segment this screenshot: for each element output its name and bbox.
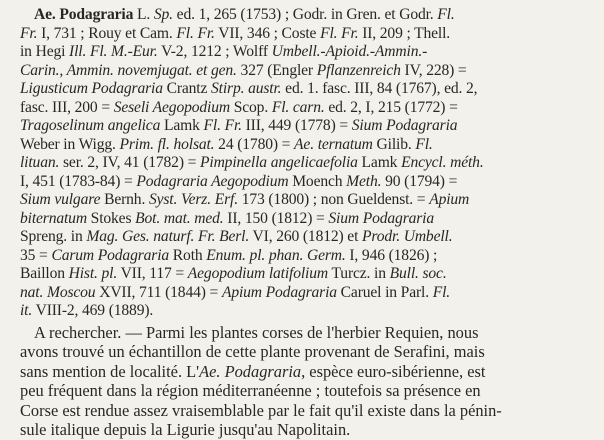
italic-text: Carin., Ammin. novemjugat. et gen. — [20, 61, 237, 79]
text-segment: Corse est rendue assez vraisemblable par le fait qu'il existe dans la pénin- — [20, 400, 502, 420]
italic-text: Hist. pl. — [68, 265, 118, 282]
text-segment: II, 209 ; Thell. — [358, 24, 451, 42]
italic-text: Fl. — [437, 6, 455, 23]
text-segment: 35 = — [20, 246, 52, 264]
synonymy-line — [20, 284, 590, 303]
text-segment: , espèce euro-sibérienne, est — [301, 361, 486, 381]
italic-text: Fl. — [432, 283, 451, 301]
italic-text: Sium Podagraria — [351, 117, 458, 134]
text-segment: VII, 346 ; Coste — [214, 24, 321, 42]
italic-text: Syst. Verz. Erf. — [148, 191, 238, 208]
text-segment: avons trouvé un échantillon de cette plante provenant de Serafini, mais — [20, 342, 485, 361]
italic-text: Meth. — [346, 172, 382, 190]
synonymy-line — [20, 25, 590, 44]
italic-text: Sp. — [153, 6, 173, 23]
text-segment: Lamk — [160, 117, 204, 134]
text-segment: Stokes — [86, 209, 136, 227]
text-segment: 173 (1800) ; non Gueldenst. = — [237, 191, 430, 208]
text-segment: in Hegi — [20, 43, 70, 60]
text-segment: VII, 117 = — [117, 265, 188, 282]
synonymy-line — [20, 154, 590, 173]
synonymy-line — [20, 6, 590, 25]
italic-text: Umbell.-Apioid.-Ammin.- — [271, 43, 428, 60]
text-segment: L. — [133, 6, 154, 23]
synonymy-line — [20, 62, 590, 81]
italic-text: Prodr. Umbell. — [362, 228, 453, 245]
italic-text: Sium Podagraria — [328, 209, 435, 227]
text-segment: 90 (1794) = — [381, 172, 458, 190]
remarks-line — [20, 323, 590, 343]
text-segment: XVII, 711 (1844) = — [95, 283, 222, 301]
text-segment: I, 731 ; Rouy et Cam. — [37, 24, 177, 42]
text-segment: Baillon — [20, 265, 69, 282]
italic-text: Ill. Fl. M.-Eur. — [69, 43, 158, 60]
text-segment: Weber in Wigg. — [20, 135, 120, 153]
text-segment: Roth — [169, 246, 207, 264]
synonymy-line — [20, 136, 590, 155]
italic-text: Mag. Ges. naturf. Fr. Berl. — [86, 228, 250, 245]
synonymy-line — [20, 191, 590, 210]
synonymy-line — [20, 302, 590, 321]
remarks-line — [20, 362, 590, 382]
italic-text: Fl. — [415, 135, 433, 153]
text-segment: sule italique depuis la Ligurie jusqu'au Napolitain. — [20, 420, 351, 439]
italic-text: Fl. Fr. — [320, 24, 359, 42]
italic-text: Apium — [429, 191, 470, 208]
italic-text: Stirp. austr. — [211, 80, 282, 97]
italic-text: nat. Moscou — [20, 283, 96, 301]
synonymy-line — [20, 247, 590, 266]
italic-text: Fl. Fr. — [176, 24, 215, 42]
remarks-line — [20, 420, 590, 440]
text-segment: Crantz — [162, 80, 212, 97]
text-segment: 327 (Engler — [236, 61, 317, 79]
synonymy-line — [20, 173, 590, 192]
italic-text: Aegopodium latifolium — [187, 265, 328, 282]
text-segment: Spreng. in — [20, 228, 87, 245]
italic-text: it. — [20, 302, 33, 319]
italic-text: Enum. pl. phan. Germ. — [206, 246, 346, 264]
italic-text: Pflanzenreich — [316, 61, 401, 79]
synonymy-line — [20, 228, 590, 247]
text-segment: 24 (1780) = — [214, 135, 295, 153]
italic-text: Carum Podagraria — [51, 246, 170, 264]
synonymy-line — [20, 99, 590, 118]
text-segment: III, 449 (1778) = — [241, 117, 352, 134]
italic-text: Fr. — [20, 24, 38, 42]
text-segment: Turcz. in — [328, 265, 390, 282]
italic-text: Podagraria Aegopodium — [136, 172, 289, 190]
text-segment: I, 451 (1783-84) = — [20, 172, 137, 190]
text-segment: Bernh. — [100, 191, 149, 208]
italic-text: Ae. Podagraria — [199, 361, 302, 381]
text-segment: V-2, 1212 ; Wolff — [157, 43, 272, 60]
text-segment: sans mention de localité. L' — [20, 361, 200, 381]
synonymy-line — [20, 43, 590, 62]
italic-text: Fl. carn. — [271, 98, 325, 116]
taxon-name: Ae. Podagraria — [34, 6, 134, 23]
text-segment: Caruel in Parl. — [336, 283, 433, 301]
text-segment: Lamk — [357, 154, 402, 171]
text-segment: VI, 260 (1812) et — [249, 228, 363, 245]
remarks-paragraph — [20, 323, 590, 440]
text-segment: II, 150 (1812) = — [223, 209, 329, 227]
italic-text: Pimpinella angelicaefolia — [200, 154, 358, 171]
italic-text: Ae. ternatum — [294, 135, 373, 153]
text-segment: Gilib. — [372, 135, 416, 153]
italic-text: Prim. fl. holsat. — [119, 135, 215, 153]
remarks-line — [20, 342, 590, 362]
text-segment: VIII-2, 469 (1889). — [32, 302, 154, 319]
text-segment: ser. 2, IV, 41 (1782) = — [59, 154, 201, 171]
text-segment: A rechercher. — Parmi les plantes corses de l'herbier Requien, nous — [34, 322, 479, 342]
synonymy-line — [20, 117, 590, 136]
italic-text: Apium Podagraria — [221, 283, 337, 301]
text-segment: Scop. — [229, 98, 272, 116]
italic-text: Encycl. méth. — [401, 154, 484, 171]
text-segment: ed. 2, I, 215 (1772) = — [324, 98, 458, 116]
text-segment: ed. 1. fasc. III, 84 (1767), ed. 2, — [281, 80, 478, 97]
synonymy-line — [20, 210, 590, 229]
italic-text: biternatum — [20, 209, 87, 227]
synonymy-paragraph — [20, 6, 590, 321]
italic-text: Bot. mat. med. — [135, 209, 224, 227]
italic-text: Bull. soc. — [389, 265, 447, 282]
text-segment: peu fréquent dans la région méditerranéenne ; toutefois sa présence en — [20, 381, 481, 400]
remarks-line — [20, 381, 590, 401]
italic-text: lituan. — [20, 154, 60, 171]
italic-text: Ligusticum Podagraria — [20, 80, 163, 97]
text-segment: ed. 1, 265 (1753) ; Godr. in Gren. et Godr. — [172, 6, 438, 23]
italic-text: Tragoselinum angelica — [20, 117, 161, 134]
italic-text: Fl. Fr. — [203, 117, 242, 134]
text-segment: fasc. III, 200 = — [20, 98, 114, 116]
text-segment: IV, 228) = — [400, 61, 467, 79]
remarks-line — [20, 401, 590, 421]
text-segment: Moench — [288, 172, 347, 190]
text-segment: I, 946 (1826) ; — [345, 246, 438, 264]
synonymy-line — [20, 265, 590, 284]
synonymy-line — [20, 80, 590, 99]
italic-text: Sium vulgare — [20, 191, 101, 208]
italic-text: Seseli Aegopodium — [113, 98, 230, 116]
